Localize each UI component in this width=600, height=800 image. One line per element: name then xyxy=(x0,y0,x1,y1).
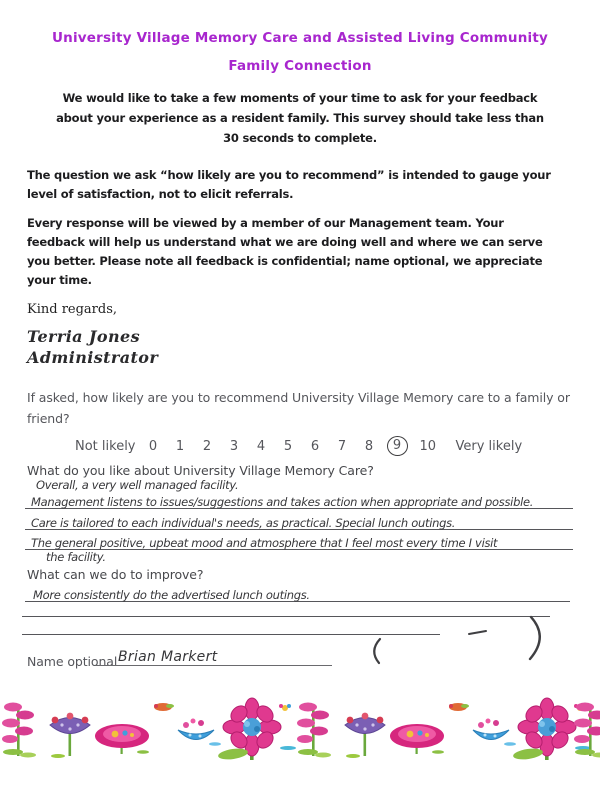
pen-mark-dash xyxy=(469,631,486,634)
regards-text: Kind regards, xyxy=(27,302,118,317)
name-value: Brian Markert xyxy=(118,649,218,665)
gauge-line: level of satisfaction, not to elicit referrals. xyxy=(27,187,294,201)
name-label: Name optional xyxy=(27,654,118,669)
signature-title: Administrator xyxy=(27,348,159,367)
scale-value-4: 4 xyxy=(256,438,266,454)
like-answer-line: Overall, a very well managed facility. xyxy=(36,478,239,492)
intro-line: We would like to take a few moments of your time to ask for your feedback xyxy=(62,91,538,105)
rating-scale xyxy=(75,436,522,456)
intro-line: 30 seconds to complete. xyxy=(223,131,377,145)
improve-answer-line: More consistently do the advertised lunch outings. xyxy=(25,584,570,602)
recommend-question-line: friend? xyxy=(27,411,70,426)
like-answer-line: Care is tailored to each individual's needs, as practical. Special lunch outings. xyxy=(25,512,573,530)
intro-line: about your experience as a resident family. This survey should take less than xyxy=(56,111,544,125)
name-underline xyxy=(96,646,332,666)
scale-value-7: 7 xyxy=(337,438,347,454)
scale-value-9-selected: 9 xyxy=(387,436,408,456)
scale-label-right: Very likely xyxy=(455,438,523,454)
scale-value-5: 5 xyxy=(283,438,293,454)
response-line: Every response will be viewed by a member of our Management team. Your xyxy=(27,216,504,230)
scale-value-1: 1 xyxy=(175,438,185,454)
like-answer-line: Management listens to issues/suggestions and takes action when appropriate and possible. xyxy=(25,491,573,509)
response-line: feedback will help us understand what we are doing well and where we can serve xyxy=(27,235,543,249)
pen-mark-open-paren xyxy=(374,639,380,663)
scale-value-6: 6 xyxy=(310,438,320,454)
like-answer-line: the facility. xyxy=(46,550,106,564)
like-answer-line: The general positive, upbeat mood and atmosphere that I feel most every time I visit xyxy=(25,532,573,550)
response-paragraph xyxy=(27,214,543,290)
blank-answer-line xyxy=(22,600,550,617)
gauge-paragraph xyxy=(27,166,551,204)
flower-border xyxy=(0,692,600,768)
recommend-question-line: If asked, how likely are you to recommend University Village Memory care to a family or xyxy=(27,390,570,405)
like-question: What do you like about University Village Memory Care? xyxy=(27,463,374,478)
intro-paragraph xyxy=(0,88,600,148)
response-line: you better. Please note all feedback is confidential; name optional, we appreciate xyxy=(27,254,543,268)
recommend-question xyxy=(27,387,570,429)
scale-value-2: 2 xyxy=(202,438,212,454)
page-title: University Village Memory Care and Assisted Living Community xyxy=(51,30,549,46)
scale-value-3: 3 xyxy=(229,438,239,454)
response-line: your time. xyxy=(27,273,92,287)
page-subtitle: Family Connection xyxy=(228,58,372,74)
signature-name: Terria Jones xyxy=(27,327,140,346)
improve-question: What can we do to improve? xyxy=(27,567,204,582)
pen-mark-close-paren xyxy=(530,617,540,659)
scale-value-8: 8 xyxy=(364,438,374,454)
scale-value-10: 10 xyxy=(419,438,437,454)
blank-answer-line xyxy=(22,618,440,635)
scale-label-left: Not likely xyxy=(75,438,136,454)
scale-value-0: 0 xyxy=(148,438,158,454)
gauge-line: The question we ask “how likely are you to recommend” is intended to gauge your xyxy=(27,168,551,182)
